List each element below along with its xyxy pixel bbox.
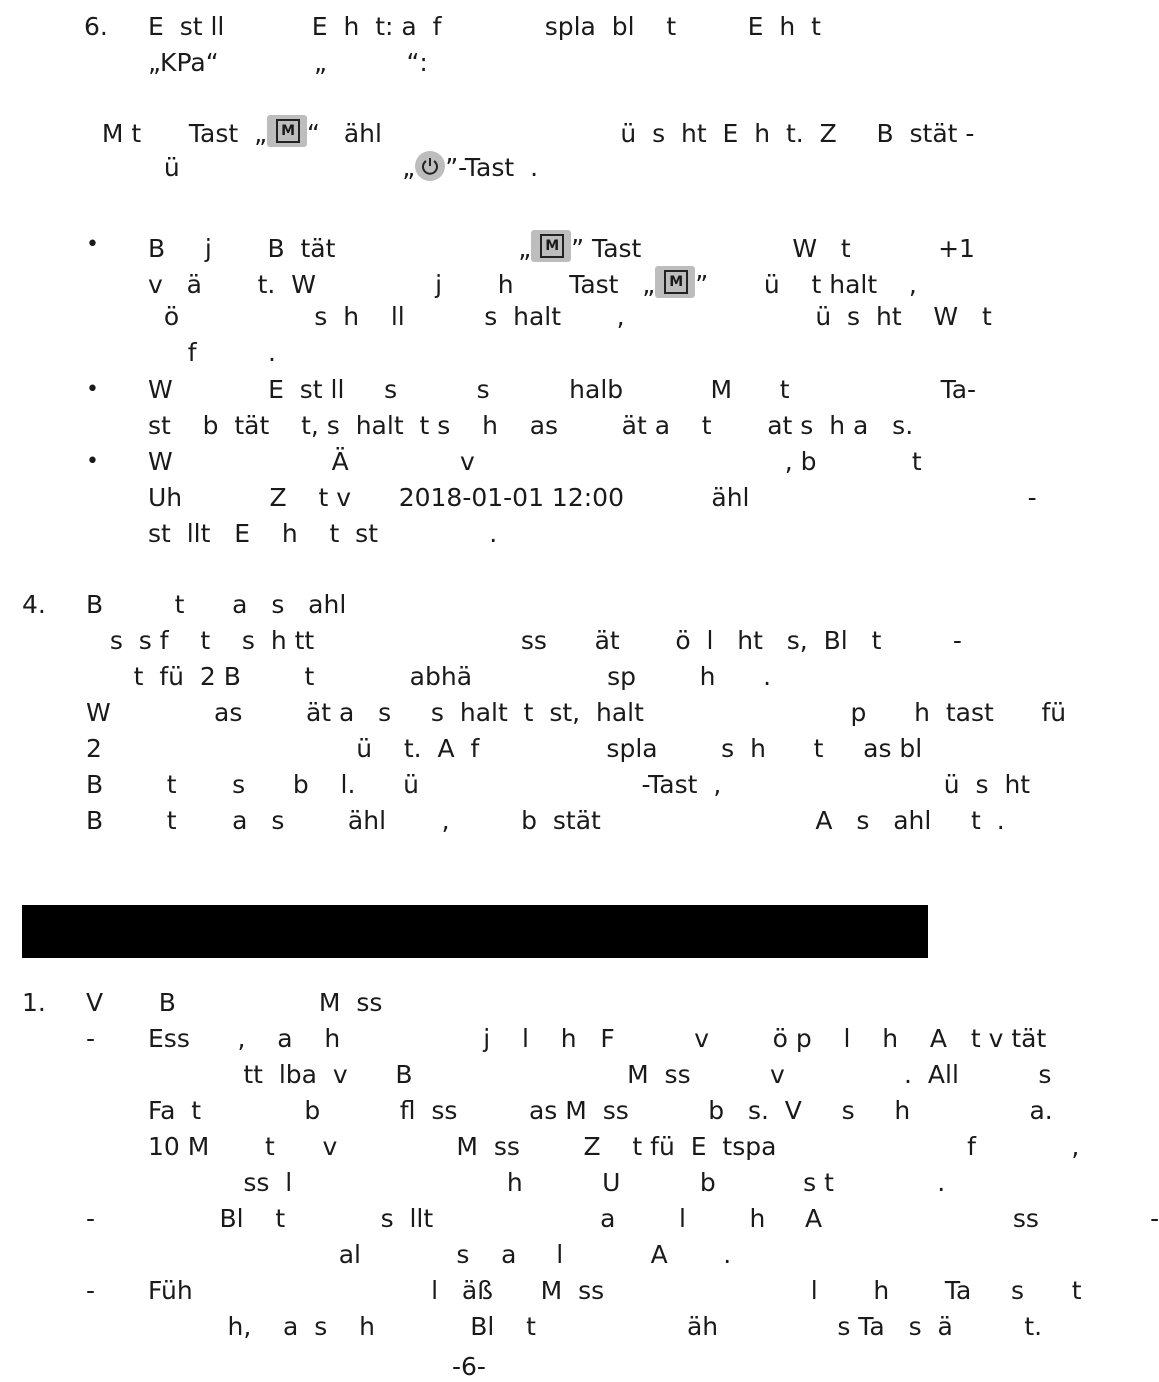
text-segment: M t Tast „ — [101, 119, 268, 148]
step-number-1: 1. — [22, 988, 46, 1017]
m-key-icon: M — [655, 266, 695, 298]
text-line: h, a s h Bl t äh s Ta s ä t. — [148, 1312, 1043, 1341]
dash-bullet-icon: - — [86, 1024, 96, 1053]
bullet-icon: • — [86, 449, 99, 474]
section-heading: V B M ss — [86, 988, 383, 1017]
text-line — [148, 375, 976, 405]
text-segment: st b tät t, s halt t s h as ät a t at s h a s. — [148, 411, 914, 440]
text-line: W as ät a s s halt t st, halt p h tast fü — [86, 698, 1067, 727]
text-line: s s f t s h tt ss ät ö l ht s, Bl t - — [86, 626, 962, 655]
text-line — [148, 266, 917, 300]
m-key-icon: M — [267, 115, 307, 147]
section-header-band — [22, 905, 928, 958]
text-segment: W Ä v , b t — [148, 447, 922, 476]
text-segment: ” Tast W t +1 — [571, 234, 975, 263]
text-line: B t a s ahl — [86, 590, 347, 619]
text-line: „KPa“ „ “: — [148, 48, 428, 77]
text-line: Bl t s llt a l h A ss - — [148, 1204, 1159, 1233]
text-line: Fa t b fl ss as M ss b s. V s h a. — [148, 1096, 1053, 1125]
text-segment: ö s h ll s halt , ü s ht W t — [148, 302, 992, 331]
text-segment: ü „ — [163, 153, 416, 182]
text-line: 2 ü t. A f spla s h t as bl — [86, 734, 923, 763]
text-segment: B j B tät „ — [148, 234, 532, 263]
text-line — [148, 121, 538, 183]
text-line — [148, 338, 276, 368]
text-line: tt lba v B M ss v . All s — [148, 1060, 1052, 1089]
text-line — [148, 411, 913, 441]
text-line: E st ll E h t: a f spla bl t E h t — [148, 12, 821, 41]
text-segment: Uh Z t v 2018-01-01 12:00 ähl - — [148, 483, 1037, 512]
bullet-icon: • — [86, 377, 99, 402]
step-number-4: 4. — [22, 590, 46, 619]
text-line: B t a s ähl , b stät A s ahl t . — [86, 806, 1005, 835]
text-line — [148, 447, 922, 477]
text-line: t fü 2 B t abhä sp h . — [86, 662, 772, 691]
dash-bullet-icon: - — [86, 1276, 96, 1305]
text-segment: v ä t. W j h Tast „ — [148, 270, 656, 299]
text-segment: f . — [148, 338, 277, 367]
text-segment: ”-Tast . — [445, 153, 539, 182]
text-line: ss l h U b s t . — [148, 1168, 946, 1197]
text-segment: ” ü t halt , — [695, 270, 917, 299]
bullet-icon: • — [86, 232, 99, 257]
text-segment: W E st ll s s halb M t Ta- — [148, 375, 977, 404]
text-line — [148, 519, 497, 549]
text-line: Füh l äß M ss l h Ta s t — [148, 1276, 1082, 1305]
text-line: B t s b l. ü -Tast , ü s ht — [86, 770, 1031, 799]
text-line: al s a l A . — [148, 1240, 732, 1269]
text-line: Ess , a h j l h F v ö p l h A t v tät — [148, 1024, 1047, 1053]
text-segment: “ ähl ü s ht E h t. Z B stät - — [307, 119, 975, 148]
page-number: -6- — [452, 1352, 486, 1381]
text-line — [148, 230, 975, 264]
step-number-6: 6. — [84, 12, 108, 41]
text-line — [148, 302, 992, 332]
power-icon — [415, 151, 445, 181]
text-line: 10 M t v M ss Z t fü E tspa f , — [148, 1132, 1080, 1161]
dash-bullet-icon: - — [86, 1204, 96, 1233]
m-key-icon: M — [531, 230, 571, 262]
text-segment: st llt E h t st . — [148, 519, 498, 548]
text-line — [148, 483, 1037, 513]
